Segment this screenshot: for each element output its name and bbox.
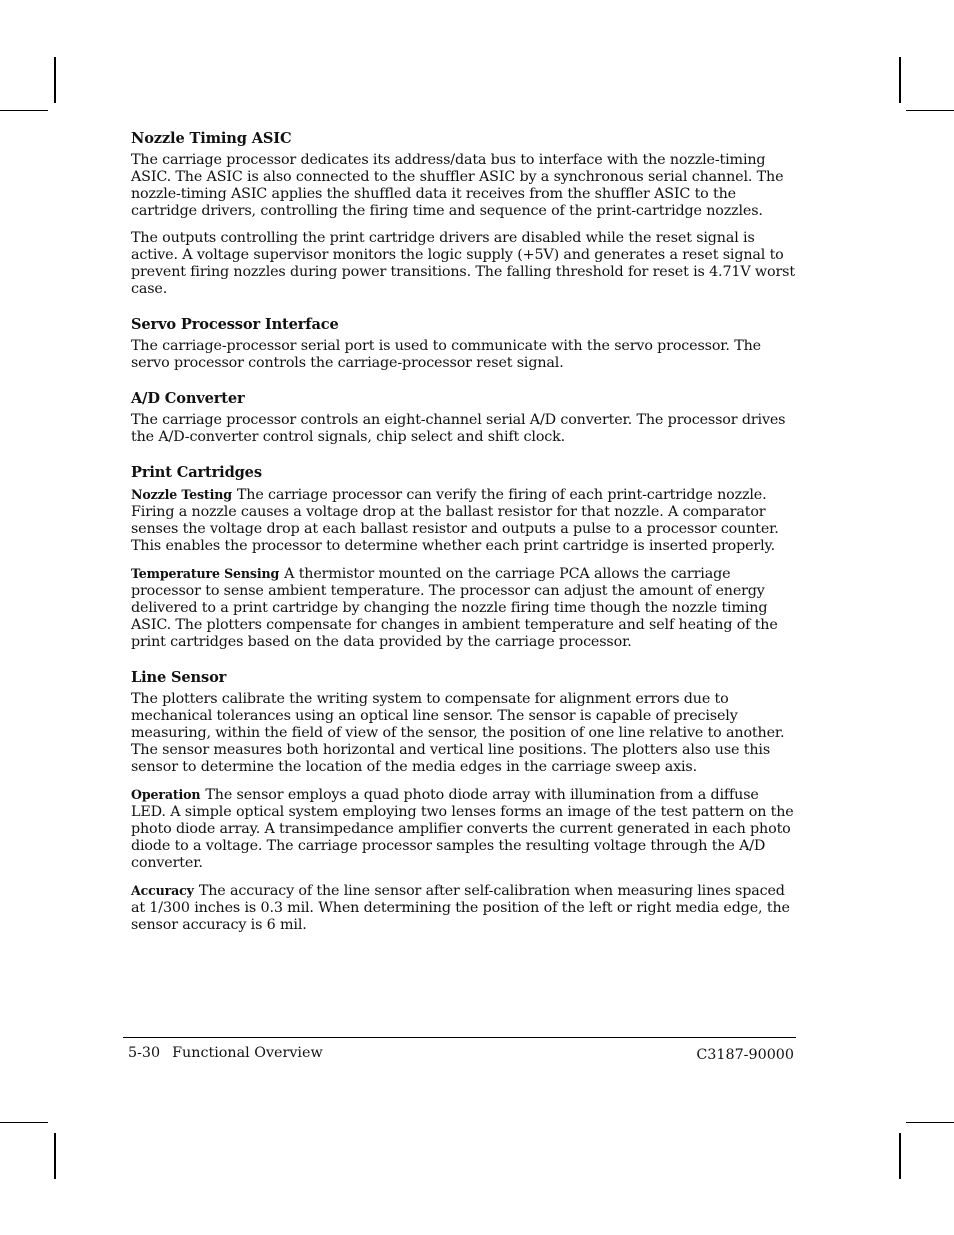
section xyxy=(131,390,797,446)
paragraph xyxy=(131,691,797,776)
section xyxy=(131,669,797,934)
section-heading: Print Cartridges xyxy=(131,464,262,481)
run-in-heading: Accuracy xyxy=(131,883,194,898)
page-number: 5-30 xyxy=(128,1045,161,1061)
crop-mark-bottom-left-vertical xyxy=(54,1133,56,1179)
crop-mark-top-right-horizontal xyxy=(906,110,954,111)
section-heading: Servo Processor Interface xyxy=(131,316,339,333)
section-heading: Line Sensor xyxy=(131,669,227,686)
paragraph xyxy=(131,786,797,872)
paragraph-text: The outputs controlling the print cartridge drivers are disabled while the reset signal is active. A voltage supervisor monitors the logic supply (+5V) and generates a reset signal to prevent firing nozzles during power transitions. The falling threshold for reset is 4.71V worst case. xyxy=(131,230,795,297)
section xyxy=(131,130,797,298)
paragraph-text: The accuracy of the line sensor after self-calibration when measuring lines spaced at 1/300 inches is 0.3 mil. When determining the position of the left or right media edge, the sensor accuracy is 6 mil. xyxy=(131,883,790,933)
run-in-heading: Nozzle Testing xyxy=(131,487,232,502)
paragraph-text: The plotters calibrate the writing system to compensate for alignment errors due to mechanical tolerances using an optical line sensor. The sensor is capable of precisely measuring, within the field of view of the sensor, the position of one line relative to another. The sensor measures both horizontal and vertical line positions. The plotters also use this sensor to determine the location of the media edges in the carriage sweep axis. xyxy=(131,691,785,775)
paragraph xyxy=(131,412,797,446)
crop-mark-bottom-left-horizontal xyxy=(0,1122,48,1123)
section xyxy=(131,316,797,372)
footer-left xyxy=(128,1045,323,1061)
run-in-heading: Temperature Sensing xyxy=(131,566,280,581)
section-heading: A/D Converter xyxy=(131,390,245,407)
section-heading: Nozzle Timing ASIC xyxy=(131,130,292,147)
paragraph-text: The sensor employs a quad photo diode array with illumination from a diffuse LED. A simple optical system employing two lenses forms an image of the test pattern on the photo diode array. A transimpedance amplifier converts the current generated in each photo diode to a voltage. The carriage processor samples the resulting voltage through the A/D converter. xyxy=(131,787,794,871)
chapter-title: Functional Overview xyxy=(172,1045,323,1061)
crop-mark-top-left-vertical xyxy=(54,57,56,103)
paragraph xyxy=(131,565,797,651)
crop-mark-top-left-horizontal xyxy=(0,110,48,111)
crop-mark-top-right-vertical xyxy=(899,57,901,103)
paragraph xyxy=(131,152,797,220)
paragraph xyxy=(131,338,797,372)
paragraph xyxy=(131,230,797,298)
page-body xyxy=(131,130,797,952)
crop-mark-bottom-right-vertical xyxy=(899,1133,901,1179)
section xyxy=(131,464,797,651)
footer-rule xyxy=(123,1037,796,1038)
paragraph-text: The carriage processor can verify the firing of each print-cartridge nozzle. Firing a nozzle causes a voltage drop at the ballast resistor for that nozzle. A comparator senses the voltage drop at each ballast resistor and outputs a pulse to a processor counter. This enables the processor to determine whether each print cartridge is inserted properly. xyxy=(131,487,779,554)
paragraph xyxy=(131,882,797,934)
paragraph-text: A thermistor mounted on the carriage PCA allows the carriage processor to sense ambient temperature. The processor can adjust the amount of energy delivered to a print cartridge by changing the nozzle firing time though the nozzle timing ASIC. The plotters compensate for changes in ambient temperature and self heating of the print cartridges based on the data provided by the carriage processor. xyxy=(131,566,778,650)
document-number: C3187-90000 xyxy=(696,1047,794,1063)
crop-mark-bottom-right-horizontal xyxy=(906,1122,954,1123)
paragraph-text: The carriage processor controls an eight-channel serial A/D converter. The processor drives the A/D-converter control signals, chip select and shift clock. xyxy=(131,412,786,445)
run-in-heading: Operation xyxy=(131,787,201,802)
paragraph-text: The carriage-processor serial port is used to communicate with the servo processor. The servo processor controls the carriage-processor reset signal. xyxy=(131,338,761,371)
paragraph xyxy=(131,486,797,555)
paragraph-text: The carriage processor dedicates its address/data bus to interface with the nozzle-timing ASIC. The ASIC is also connected to the shuffler ASIC by a synchronous serial channel. The nozzle-timing ASIC applies the shuffled data it receives from the shuffler ASIC to the cartridge drivers, controlling the firing time and sequence of the print-cartridge nozzles. xyxy=(131,152,784,219)
